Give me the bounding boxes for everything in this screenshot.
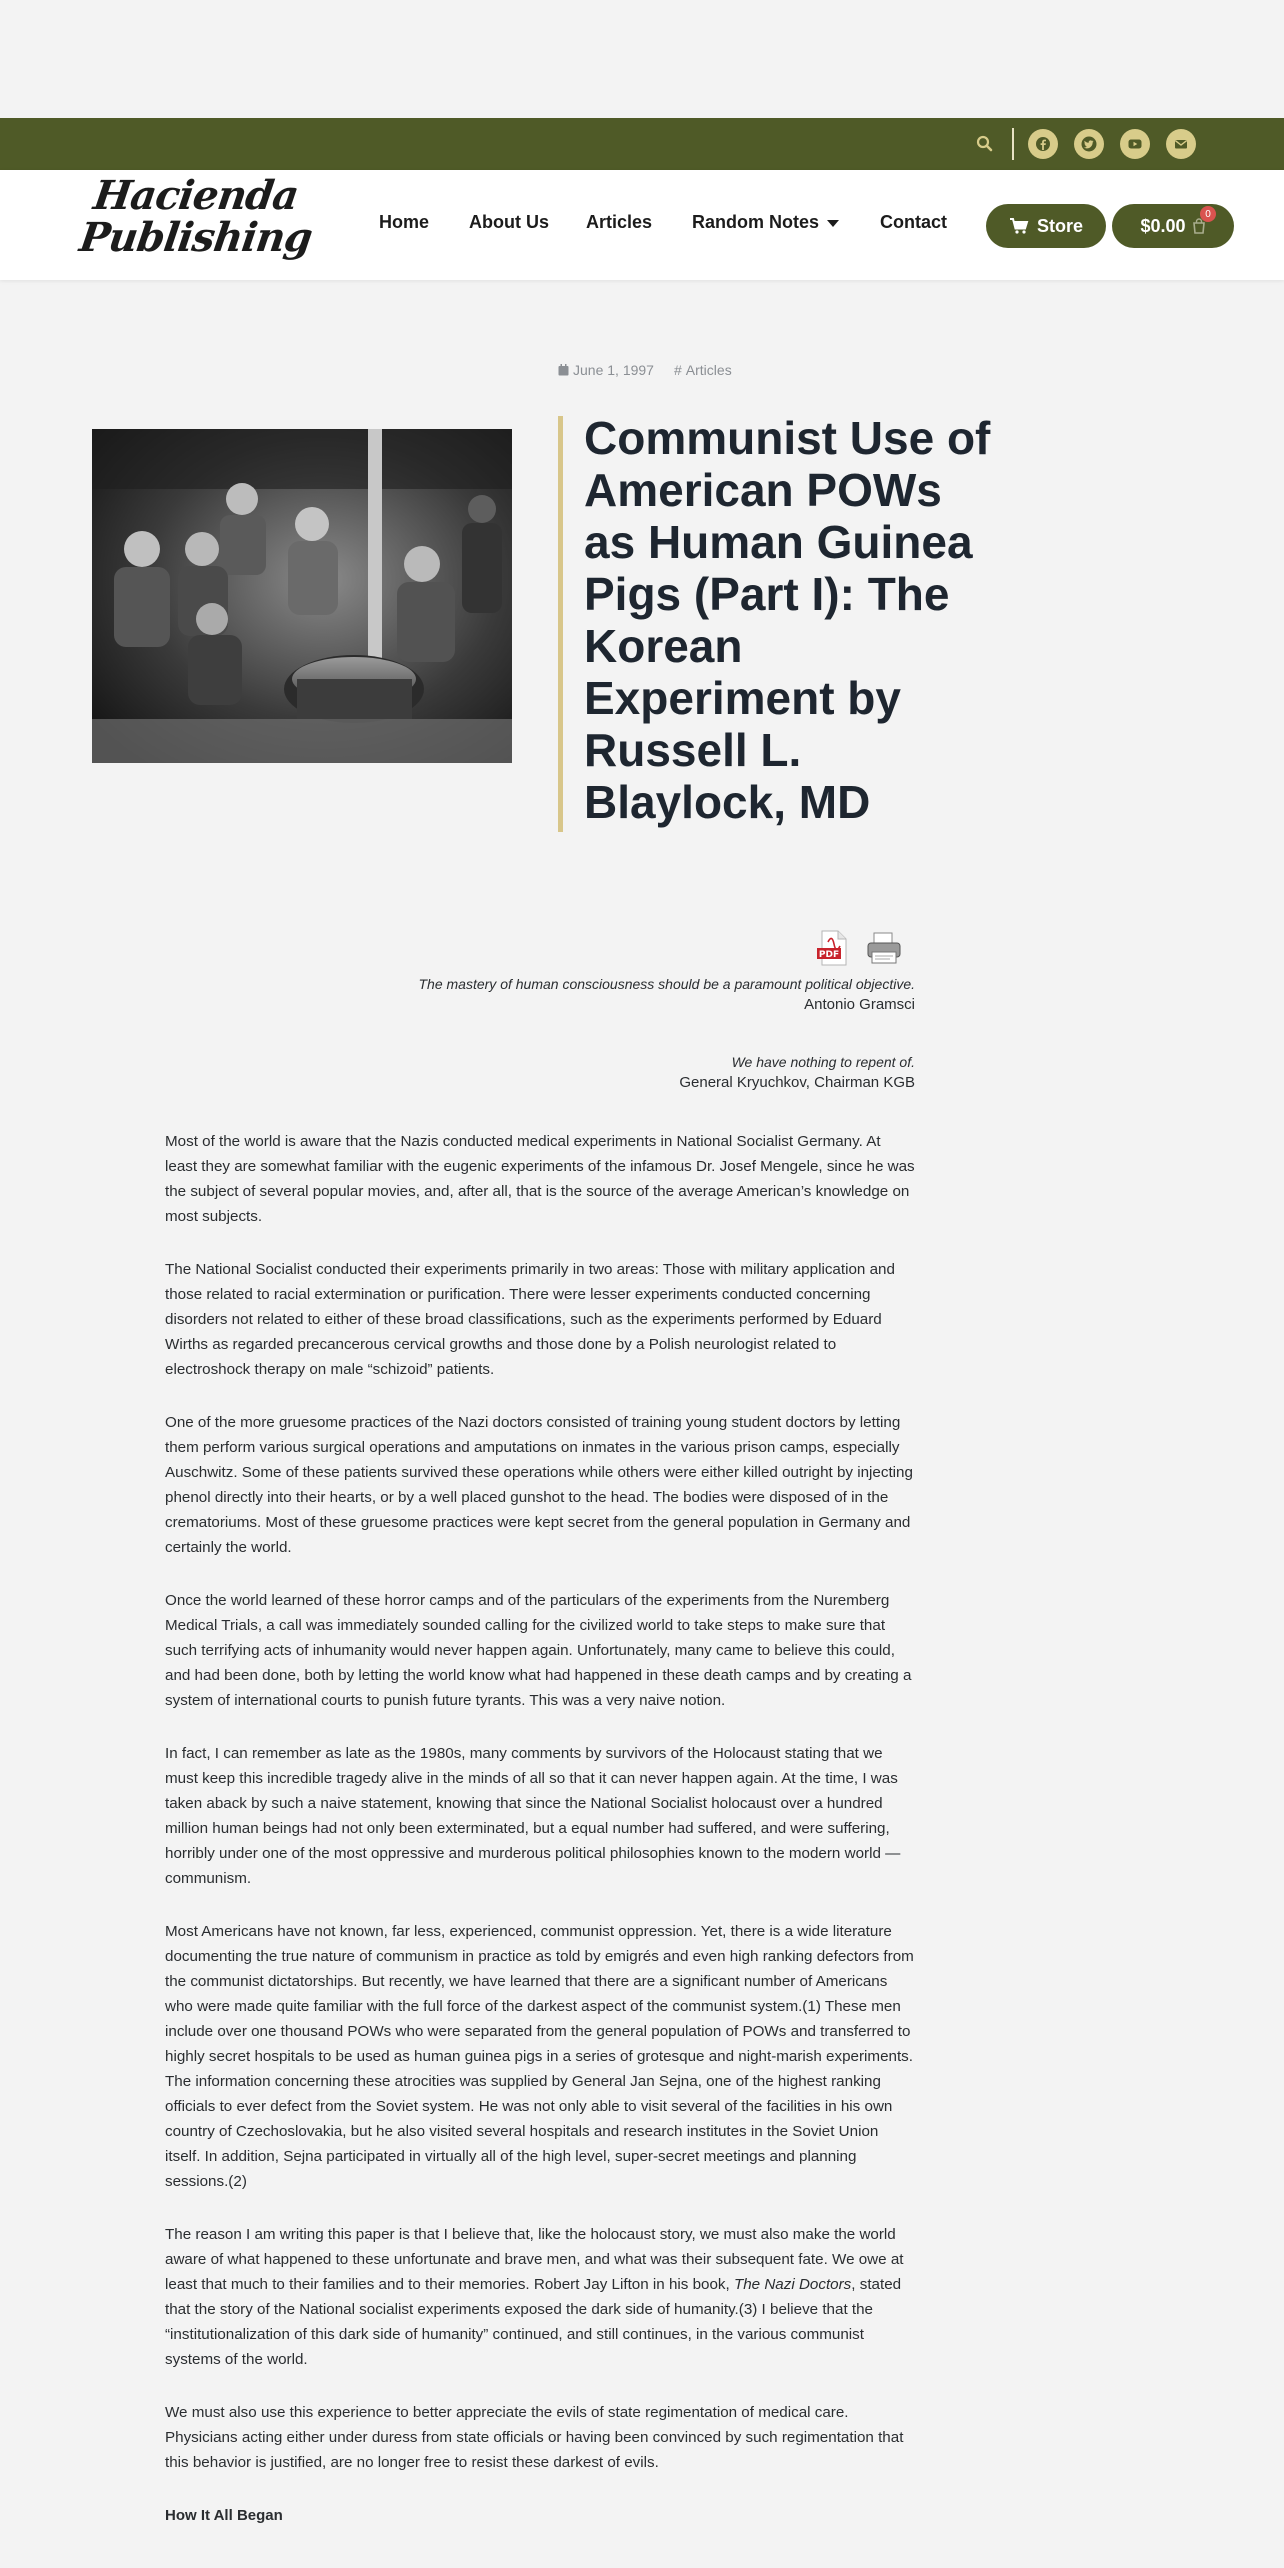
- topbar-divider: [1012, 128, 1014, 160]
- article-paragraph: One of the more gruesome practices of the Nazi doctors consisted of training young student doctors by letting them perform various surgical operations and amputations on inmates in the various prison camps, especially Auschwitz. Some of these patients survived these operations while others were either killed outright by injecting phenol directly into their hearts, or by a well placed gunshot to the head. The bodies were disposed of in the crematoriums. Most of these gruesome practices were kept secret from the general population in Germany and certainly the world.: [165, 1414, 913, 1556]
- post-date-text: June 1, 1997: [573, 362, 654, 378]
- nav-about-us[interactable]: About Us: [469, 212, 549, 232]
- cart-total: $0.00: [1140, 215, 1186, 236]
- search-icon[interactable]: [975, 134, 995, 154]
- youtube-icon[interactable]: [1120, 129, 1150, 159]
- article-title: Communist Use of American POWs as Human Guinea Pigs (Part I): The Korean Experiment by Russell L. Blaylock, MD: [584, 412, 991, 828]
- paragraph-text: The reason I am writing this paper is that I believe that, like the holocaust story, we must also make the world aware of what happened to these unfortunate and brave men, and what was their subsequent fate. We owe at least that much to their families and to their memories. Robert Jay Lifton in his book,: [165, 2226, 904, 2293]
- facebook-icon[interactable]: [1028, 129, 1058, 159]
- quote-text: The mastery of human consciousness should be a paramount political objective.: [418, 976, 915, 992]
- epigraph-quote-1: [419, 976, 916, 1013]
- nav-random-notes-label: Random Notes: [692, 212, 820, 232]
- top-bar: [0, 118, 1284, 170]
- nav-random-notes[interactable]: [692, 212, 839, 233]
- quote-text: We have nothing to repent of.: [731, 1054, 915, 1070]
- article-featured-image: [92, 429, 512, 763]
- caret-down-icon: [827, 220, 839, 227]
- store-button[interactable]: [986, 204, 1106, 248]
- cart-button[interactable]: [1112, 204, 1234, 248]
- nav-contact[interactable]: Contact: [880, 212, 947, 232]
- site-logo[interactable]: [76, 170, 315, 280]
- post-category-text: Articles: [685, 362, 732, 378]
- quote-author: Antonio Gramsci: [804, 996, 915, 1013]
- logo-line-2: Publishing: [76, 214, 315, 261]
- epigraph-quote-2: [679, 1054, 915, 1091]
- site-header: [0, 170, 1284, 280]
- envelope-icon[interactable]: [1166, 129, 1196, 159]
- article-paragraph: Once the world learned of these horror camps and of the particulars of the experiments from the Nuremberg Medical Trials, a call was immediately sounded calling for the civilized world to take steps to make sure that such terrifying acts of inhumanity would never happen again. Unfortunately, many came to believe this could, and had been done, both by letting the world know what had happened in these death camps and by creating a system of international courts to punish future tyrants. This was a very naive notion.: [165, 1592, 912, 1709]
- book-title: The Nazi Doctors: [733, 2276, 852, 2293]
- paragraph-text: , stated that the story of the National socialist experiments exposed the dark side of humanity.(3) I believe that the “institutionalization of this dark side of humanity” continued, and still continues, in the various communist systems of the world.: [165, 2276, 902, 2368]
- calendar-icon: [558, 363, 569, 379]
- article-paragraph: [165, 2222, 915, 2372]
- cart-icon: [1009, 217, 1029, 235]
- nav-home[interactable]: Home: [379, 212, 430, 232]
- article-paragraph: Most of the world is aware that the Nazis conducted medical experiments in National Socialist Germany. At least they are somewhat familiar with the eugenic experiments of the infamous Dr. Josef Mengele, since he was the subject of several popular movies, and, after all, that is the source of the average American’s knowledge on most subjects.: [165, 1133, 915, 1225]
- article-paragraph: We must also use this experience to better appreciate the evils of state regimentation of medical care. Physicians acting either under duress from state officials or having been convinced by such regimentation that this behavior is justified, are no longer free to resist these darkest of evils.: [165, 2404, 904, 2471]
- logo-line-1: Hacienda: [90, 172, 301, 219]
- svg-text:PDF: PDF: [818, 950, 840, 960]
- article-body: [165, 1129, 915, 2528]
- store-label: Store: [1036, 215, 1083, 236]
- section-heading: How It All Began: [165, 2507, 283, 2524]
- article-paragraph: In fact, I can remember as late as the 1980s, many comments by survivors of the Holocaust stating that we must keep this incredible tragedy alive in the minds of all so that it can never happen again. At the time, I was taken aback by such a naive statement, knowing that since the National Socialist holocaust over a hundred million human beings had not only been exterminated, but a equal number had suffered, and were suffering, horribly under one of the most oppressive and murderous political philosophies known to the modern world — communism.: [165, 1745, 901, 1887]
- quote-author: General Kryuchkov, Chairman KGB: [679, 1074, 915, 1091]
- post-category[interactable]: [674, 362, 732, 378]
- article-paragraph: The National Socialist conducted their experiments primarily in two areas: Those with military application and those related to racial extermination or purification. There were lesser experiments conducted concerning disorders not related to either of these broad classifications, such as the experiments performed by Eduard Wirths as regarded precancerous cervical growths and those done by a Polish neurologist related to electroshock therapy on male “schizoid” patients.: [165, 1261, 895, 1378]
- twitter-icon[interactable]: [1074, 129, 1104, 159]
- print-icon[interactable]: [866, 930, 902, 966]
- hashtag-icon: #: [674, 362, 682, 378]
- title-accent-bar: [558, 416, 563, 832]
- nav-articles[interactable]: Articles: [586, 212, 653, 232]
- post-date: [558, 362, 654, 379]
- pdf-icon[interactable]: [816, 930, 850, 966]
- article-paragraph: Most Americans have not known, far less, experienced, communist oppression. Yet, there is a wide literature documenting the true nature of communism in practice as told by emigrés and even high ranking defectors from the communist dictatorships. But recently, we have learned that there are a significant number of Americans who were made quite familiar with the full force of the darkest aspect of the communist system.(1) These men include over one thousand POWs who were separated from the general population of POWs and transferred to highly secret hospitals to be used as human guinea pigs in a series of grotesque and night-marish experiments. The information concerning these atrocities was supplied by General Jan Sejna, one of the highest ranking officials to ever defect from the Soviet system. He was not only able to visit several of the facilities in his own country of Czechoslovakia, but he also visited several hospitals and research institutes in the Soviet Union itself. In addition, Sejna participated in virtually all of the high level, super-secret meetings and planning sessions.(2): [165, 1923, 914, 2190]
- cart-count-badge: 0: [1200, 206, 1216, 222]
